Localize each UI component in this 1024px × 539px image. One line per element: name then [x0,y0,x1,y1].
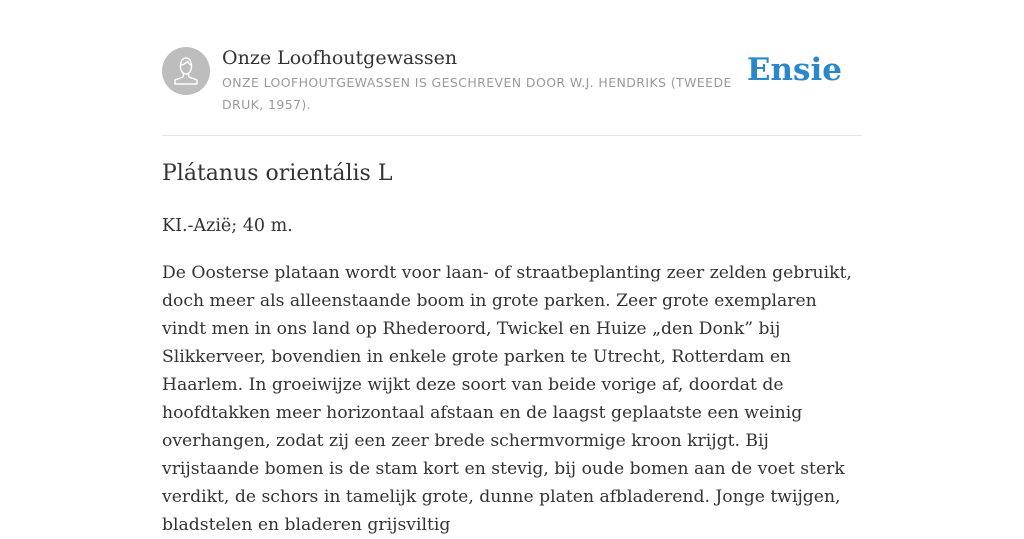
user-icon [162,47,210,95]
book-header [162,46,862,136]
author-avatar[interactable] [162,47,210,95]
ensie-logo[interactable]: Ensie [746,52,842,88]
article-body: De Oosterse plataan wordt voor laan- of straatbeplanting zeer zelden gebruikt, doch meer als alleenstaande boom in grote parken. Zeer grote exemplaren vindt men in ons land op Rhederoord, Twickel en Huize „den Donk” bij Slikkerveer, bovendien in enkele grote parken te Utrecht, Rotterdam en Haarlem. In groeiwijze wijkt deze soort van beide vorige af, doordat de hoofdtakken meer horizontaal afstaan en de laagst geplaatste een weinig overhangen, zodat zij een zeer brede schermvormige kroon krijgt. Bij vrijstaande bomen is de stam kort en stevig, bij oude bomen aan de voet sterk verdikt, de schors in tamelijk grote, dunne platen afbladerend. Jonge twijgen, bladstelen en bladeren grijsviltig [162,263,852,535]
article-title: Plátanus orientális L [162,161,393,186]
book-subtitle: ONZE LOOFHOUTGEWASSEN IS GESCHREVEN DOOR W.J. HENDRIKS (TWEEDE DRUK, 1957). [222,75,732,112]
article-meta: KI.-Azië; 40 m. [162,216,293,236]
book-title[interactable]: Onze Loofhoutgewassen [222,47,458,69]
